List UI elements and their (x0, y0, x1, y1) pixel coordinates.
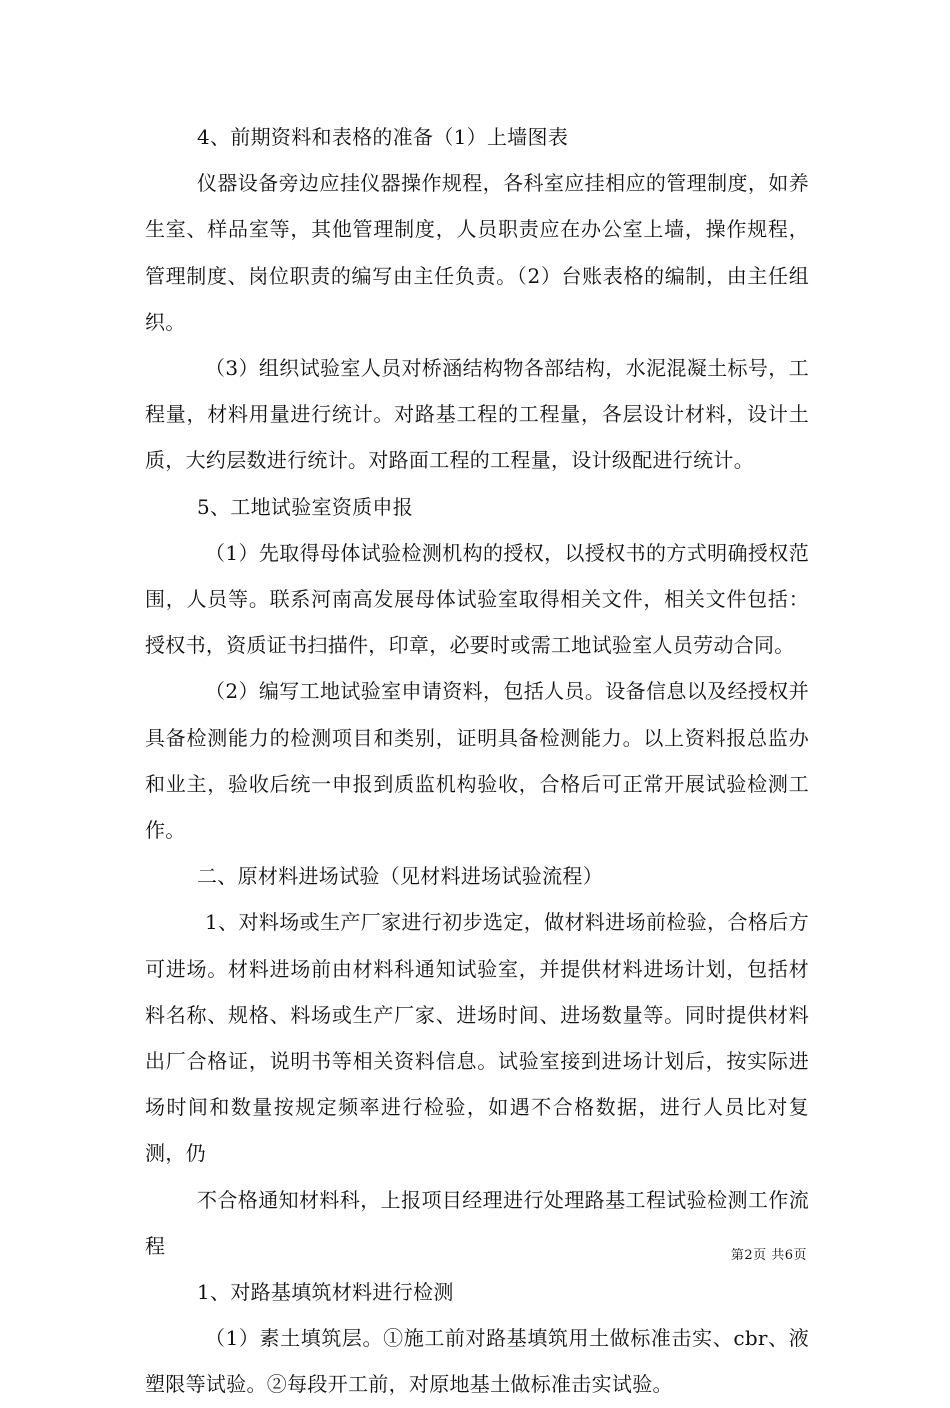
paragraph-material-entry: 1、对料场或生产厂家进行初步选定，做材料进场前检验，合格后方可进场。材料进场前由材料科通知试验室，并提供材料进场计划，包括材料名称、规格、料场或生产厂家、进场时间、进场数量等。同时提供材料出厂合格证，说明书等相关资料信息。试验室接到进场计划后，按实际进场时间和数量按规定频率进行检验，如遇不合格数据，进行人员比对复测，仍 (145, 910, 809, 1166)
paragraph-unqualified-notice: 不合格通知材料科，上报项目经理进行处理路基工程试验检测工作流程 (145, 1187, 809, 1258)
paragraph-subgrade-heading: 1、对路基填筑材料进行检测 (197, 1280, 454, 1305)
paragraph-heading-5: 5、工地试验室资质申报 (197, 494, 414, 519)
paragraph-authorization: （1）先取得母体试验检测机构的授权，以授权书的方式明确授权范围，人员等。联系河南高发展母体试验室取得相关文件，相关文件包括：授权书，资质证书扫描件，印章，必要时或需工地试验室人员劳动合同。 (145, 540, 809, 658)
paragraph-plain-soil-fill: （1）素土填筑层。①施工前对路基填筑用土做标准击实、cbr、液塑限等试验。②每段开工前，对原地基土做标准击实试验。 (145, 1326, 809, 1397)
document-body (145, 114, 809, 1408)
paragraph-section-two-heading: 二、原材料进场试验（见材料进场试验流程） (197, 864, 603, 889)
paragraph-heading-4: 4、前期资料和表格的准备（1）上墙图表 (197, 125, 569, 149)
paragraph-application-materials: （2）编写工地试验室申请资料，包括人员。设备信息以及经授权并具备检测能力的检测项目和类别，证明具备检测能力。以上资料报总监办和业主，验收后统一申报到质监机构验收，合格后可正常开展试验检测工作。 (145, 679, 809, 843)
paragraph-statistics: （3）组织试验室人员对桥涵结构物各部结构，水泥混凝土标号，工程量，材料用量进行统计。对路基工程的工程量，各层设计材料，设计土质，大约层数进行统计。对路面工程的工程量，设计级配进行统计。 (145, 356, 809, 473)
page-number-footer: 第2页 共6页 (730, 1248, 807, 1263)
paragraph-instrument-rules: 仪器设备旁边应挂仪器操作规程，各科室应挂相应的管理制度，如养生室、样品室等，其他管理制度，人员职责应在办公室上墙，操作规程，管理制度、岗位职责的编写由主任负责。（2）台账表格的编制，由主任组织。 (145, 171, 809, 334)
